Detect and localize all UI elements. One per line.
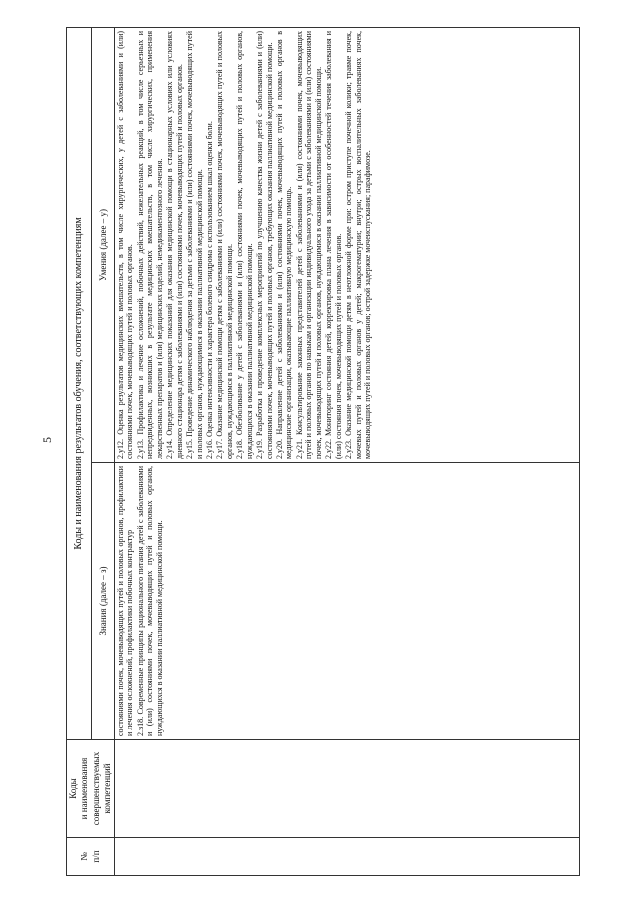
rotated-table-container bbox=[66, 28, 580, 876]
skill-item: 2.у14. Определение медицинских показаний для оказания медицинской помощи в стационарных условиях или условиях дневного стационара детям с заболеваниями и (или) состояниями почек, мочевыводящих путей и половых органов. bbox=[165, 30, 184, 459]
cell-number bbox=[115, 838, 580, 876]
page-number: 5 bbox=[40, 437, 54, 443]
cell-competency bbox=[115, 740, 580, 838]
skill-item: 2.у23. Оказание медицинской помощи детям в неотложной форме при: остром приступе почечной колики; травме почек, мочевых путей и половых органов у детей; макрогематурии; внутри; острых воспалительных заболеваниях почек, мочевыводящих путей и половых органов; острой задержке мочеиспускания; парафимозе. bbox=[344, 30, 372, 459]
header-knowledge: Знания (далее – з) bbox=[92, 463, 115, 740]
knowledge-item: 2.з18. Современные принципы рационального питания детей с заболеваниями и (или) состояниями почек, мочевыводящих путей и половых органов, нуждающихся в оказании паллиативной медицинской помощи. bbox=[135, 466, 164, 736]
cell-skills bbox=[115, 27, 580, 462]
skill-item: 2.у15. Проведение динамического наблюдения за детьми с заболеваниями и (или) состояниями почек, мочевыводящих путей и половых органов, нуждающимися в оказании паллиативной медицинской помощи. bbox=[185, 30, 204, 459]
header-number: № п/п bbox=[67, 838, 115, 876]
header-skills: Умения (далее – у) bbox=[92, 27, 115, 462]
skill-item: 2.у21. Консультирование законных представителей детей с заболеваниями и (или) состояниями почек, мочевыводящих путей и половых органов по навыкам и организации индивидуального ухода за детьми с заболеваниями и (или) состояниями почек, мочевыводящих путей и половых органов, нуждающимися в оказании паллиативной медицинской помощи. bbox=[294, 30, 323, 459]
skill-item: 2.у12. Оценка результатов медицинских вмешательств, в том числе хирургических, у детей с заболеваниями и (или) состояниями почек, мочевыводящих путей и половых органов. bbox=[116, 30, 135, 459]
competency-table bbox=[66, 27, 580, 876]
header-learning-results: Коды и наименования результатов обучения, соответствующих компетенциям bbox=[67, 27, 92, 739]
cell-knowledge bbox=[115, 463, 580, 740]
knowledge-item: состояниями почек, мочевыводящих путей и половых органов, профилактики и лечения осложнений, профилактики побочных контрактур bbox=[116, 466, 135, 736]
skill-item: 2.у16. Оценка интенсивности и характера болевого синдрома с использованием шкал оценки боли. bbox=[204, 121, 214, 459]
skill-item: 2.у13. Профилактика и лечение осложнений, побочных действий, нежелательных реакций, в том числе серьезных и непредвиденных, возникших в результате медицинских вмешательств, в том числе хирургических, применения лекарственных препаратов и (или) медицинских изделий, немедикаментозного лечения. bbox=[135, 30, 164, 459]
skill-item: 2.у19. Разработка и проведение комплексных мероприятий по улучшению качества жизни детей с заболеваниями и (или) состояниями почек, мочевыводящих путей и половых органов, требующих оказания паллиативной медицинской помощи. bbox=[255, 30, 274, 459]
skill-item: 2.у22. Мониторинг состояния детей, корректировка плана лечения в зависимости от особенностей течения заболевания и (или) состояния почек, мочевыводящих путей и половых органов. bbox=[324, 30, 343, 459]
skill-item: 2.у17. Оказание медицинской помощи детям с заболеваниями и (или) состояниями почек, мочевыводящих путей и половых органов, нуждающимся в паллиативной медицинской помощи. bbox=[215, 30, 234, 459]
skill-item: 2.у18. Обезболивание у детей с заболеваниями и (или) состояниями почек, мочевыводящих путей и половых органов, нуждающихся в оказании паллиативной медицинской помощи. bbox=[235, 30, 254, 459]
skill-item: 2.у20. Направление детей с заболеваниями и (или) состояниями почек, мочевыводящих путей и половых органов в медицинские организации, оказывающие паллиативную медицинскую помощь. bbox=[275, 30, 294, 459]
header-competency-codes: Коды и наименования совершенствуемых компетенций bbox=[67, 740, 115, 838]
